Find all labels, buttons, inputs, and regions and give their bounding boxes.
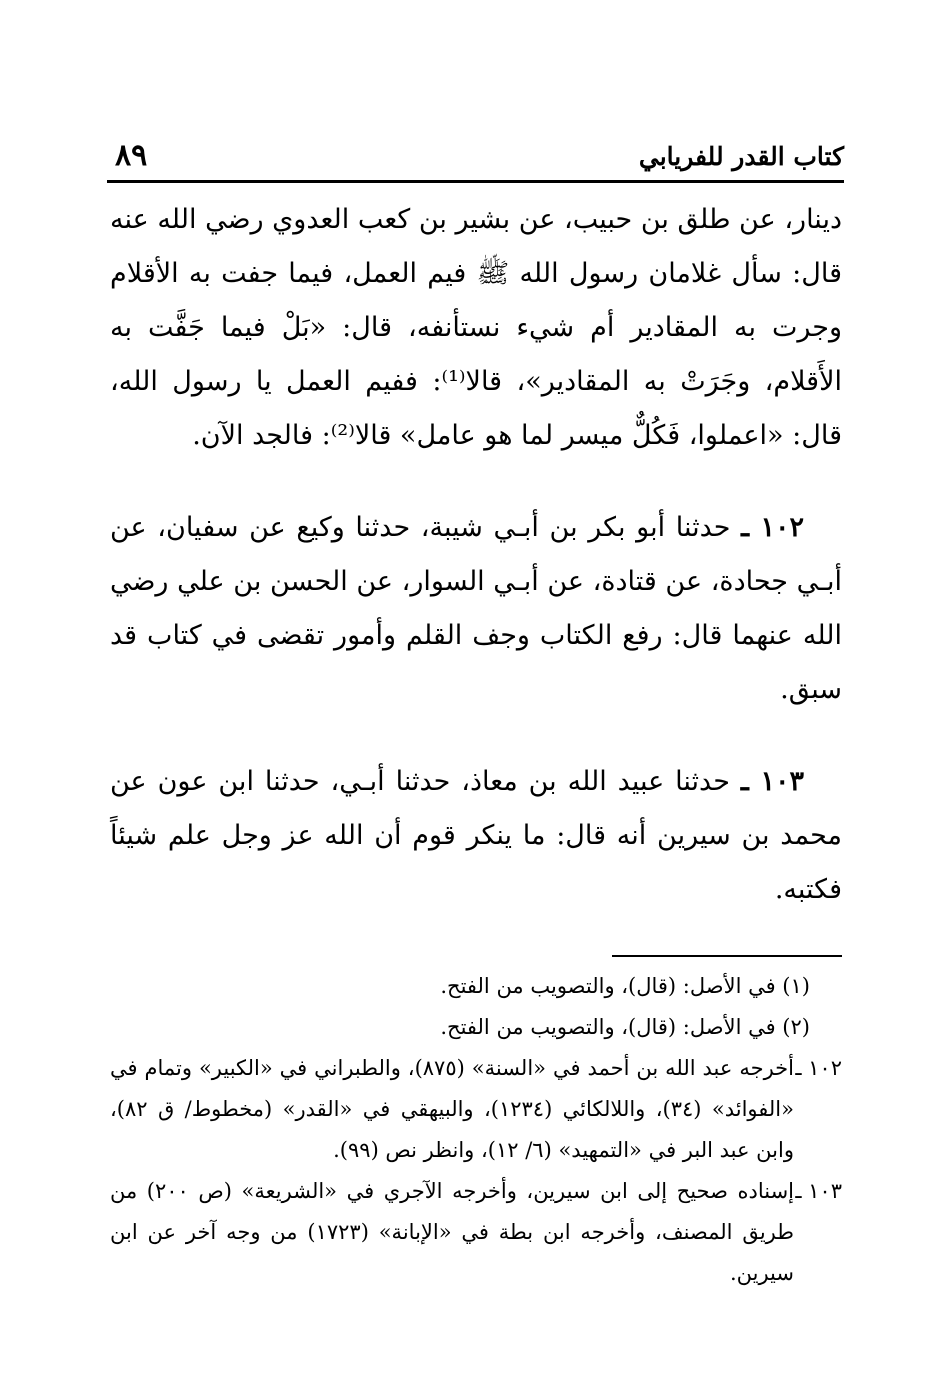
header-rule	[107, 180, 844, 183]
takhrij-number-103: ١٠٣ ـ	[795, 1179, 842, 1203]
hadith-number-102: ١٠٢ ـ	[741, 512, 804, 543]
paragraph-continuation: دينار، عن طلق بن حبيب، عن بشير بن كعب العدوي رضي الله عنه قال: سأل غلامان رسول الله ﷺ فيم العمل، فيما جفت به الأقلام وجرت به المقادير أم شيء نستأنفه، قال: «بَلْ فيما جَفَّت به الأَقلام، وجَرَتْ به المقادير»، قالا⁽¹⁾: ففيم العمل يا رسول الله، قال: «اعملوا، فَكُلٌّ ميسر لما هو عامل» قالا⁽²⁾: فالجد الآن.	[110, 204, 842, 451]
paragraph-103	[110, 755, 842, 917]
hadith-text-102: حدثنا أبو بكر بن أبـي شيبة، حدثنا وكيع عن سفيان، عن أبـي جحادة، عن قتادة، عن أبـي السوار، عن الحسن بن علي رضي الله عنهما قال: رفع الكتاب وجف القلم وأمور تقضى في كتاب قد سبق.	[110, 512, 842, 705]
book-title: كتاب القدر للفريابي	[638, 142, 844, 171]
main-text	[110, 193, 842, 917]
takhrij-102	[110, 1048, 842, 1171]
footnotes	[110, 966, 842, 1294]
footnote-rule	[612, 955, 842, 957]
footnote-2: (٢) في الأصل: (قال)، والتصويب من الفتح.	[440, 1015, 810, 1039]
takhrij-text-102: أخرجه عبد الله بن أحمد في «السنة» (٨٧٥)، والطبراني في «الكبير» وتمام في «الفوائد» (٣٤)، واللالكائي (١٢٣٤)، والبيهقي في «القدر» (مخطوط/ ق ٨٢)، وابن عبد البر في «التمهيد» (٦/ ١٢)، وانظر نص (٩٩).	[110, 1056, 794, 1162]
takhrij-text-103: إسناده صحيح إلى ابن سيرين، وأخرجه الآجري في «الشريعة» (ص ٢٠٠) من طريق المصنف، وأخرجه ابن بطة في «الإبانة» (١٧٢٣) من وجه آخر عن ابن سيرين.	[110, 1179, 794, 1285]
paragraph-102	[110, 501, 842, 717]
takhrij-number-102: ١٠٢ ـ	[795, 1056, 842, 1080]
running-header	[107, 138, 844, 178]
takhrij-103	[110, 1171, 842, 1294]
page-number: ٨٩	[115, 138, 148, 173]
hadith-number-103: ١٠٣ ـ	[740, 766, 804, 797]
footnote-1: (١) في الأصل: (قال)، والتصويب من الفتح.	[440, 974, 810, 998]
hadith-text-103: حدثنا عبيد الله بن معاذ، حدثنا أبـي، حدثنا ابن عون عن محمد بن سيرين أنه قال: ما ينكر قوم أن الله عز وجل علم شيئاً فكتبه.	[110, 766, 842, 905]
